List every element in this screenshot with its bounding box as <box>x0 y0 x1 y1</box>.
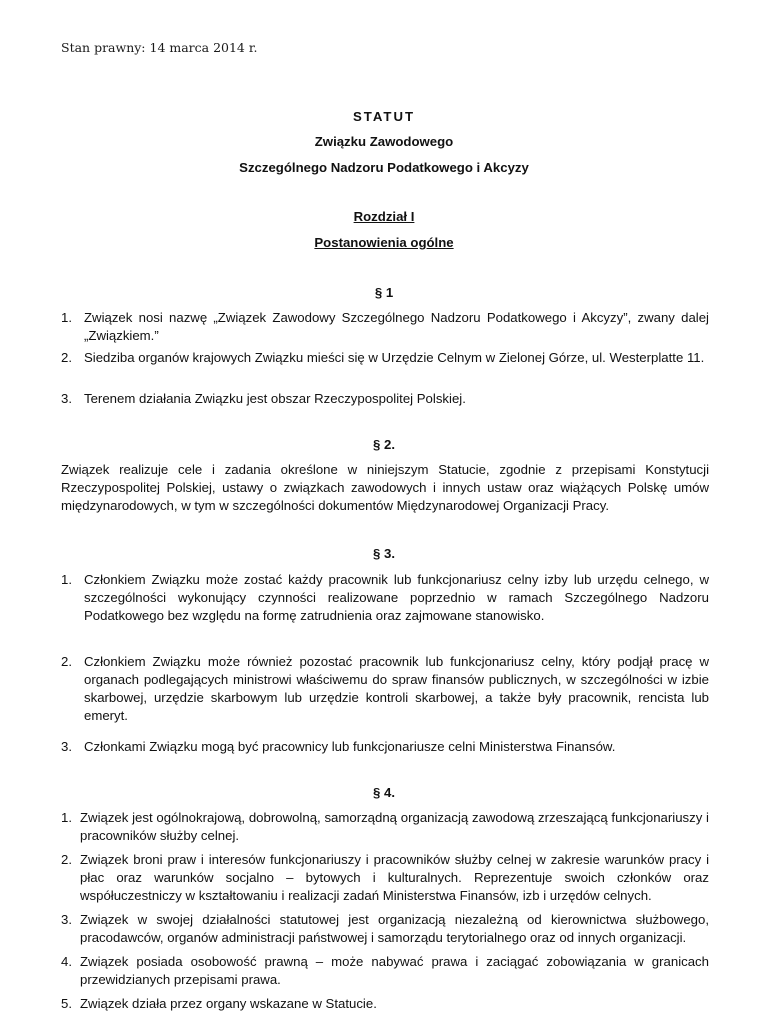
list-item <box>61 571 709 625</box>
list-item-number: 2. <box>61 654 72 669</box>
list-item-number: 4. <box>61 954 72 969</box>
list-item-number: 5. <box>61 996 72 1011</box>
list-item-text: Związek jest ogólnokrajową, dobrowolną, samorządną organizacją zawodową zrzeszającą funkcjonariuszy i pracowników służby celnej. <box>80 810 709 843</box>
list-item <box>61 911 709 947</box>
list-item-number: 1. <box>61 310 72 325</box>
chapter-name: Postanowienia ogólne <box>314 235 454 250</box>
list-item <box>61 953 709 989</box>
list-item-number: 3. <box>61 391 72 406</box>
list-item-text: Związek posiada osobowość prawną – może nabywać prawa i zaciągać zobowiązania w granicach przewidzianych przepisami prawa. <box>80 954 709 987</box>
document-subtitle-line-2: Szczególnego Nadzoru Podatkowego i Akcyzy <box>239 160 529 175</box>
list-item <box>61 653 709 725</box>
list-item <box>61 390 709 408</box>
list-item-text: Członkiem Związku może również pozostać pracownik lub funkcjonariusz celny, który podjął pracę w organach podlegających ministrowi właściwemu do spraw finansów publicznych, w szczególności w izbie skarbowej, urzędzie skarbowym lub urzędzie kontroli skarbowej, a także były pracownik, rencista lub emeryt. <box>84 654 709 723</box>
list-item-text: Związek w swojej działalności statutowej jest organizacją niezależną od kierownictwa służbowego, pracodawców, organów administracji państwowej i samorządu terytorialnego oraz od innych organizacji. <box>80 912 709 945</box>
chapter-number: Rozdział I <box>353 209 415 224</box>
list-item-text: Związek nosi nazwę „Związek Zawodowy Szczególnego Nadzoru Podatkowego i Akcyzy”, zwany dalej „Związkiem.” <box>84 310 709 343</box>
list-item-text: Siedziba organów krajowych Związku mieści się w Urzędzie Celnym w Zielonej Górze, ul. Westerplatte 11. <box>84 350 705 365</box>
list-item-number: 3. <box>61 912 72 927</box>
list-item-text: Członkiem Związku może zostać każdy pracownik lub funkcjonariusz celny izby lub urzędu celnego, w szczególności wykonujący czynności realizowane poprzednio w ramach Szczególnego Nadzoru Podatkowego bez względu na formę zatrudnienia oraz zajmowane stanowisko. <box>84 572 709 623</box>
list-item-number: 1. <box>61 810 72 825</box>
list-item-number: 2. <box>61 852 72 867</box>
list-item <box>61 851 709 905</box>
list-item-text: Terenem działania Związku jest obszar Rzeczypospolitej Polskiej. <box>84 391 466 406</box>
list-item-text: Członkami Związku mogą być pracownicy lub funkcjonariusze celni Ministerstwa Finansów. <box>84 739 616 754</box>
section-paragraph: Związek realizuje cele i zadania określone w niniejszym Statucie, zgodnie z przepisami Konstytucji Rzeczypospolitej Polskiej, ustawy o związkach zawodowych i innych ustaw oraz wiążących Polskę umów międzynarodowych, w tym w szczególności dokumentów Międzynarodowej Organizacji Pracy. <box>61 462 709 513</box>
list-item <box>61 309 709 345</box>
list-item-number: 2. <box>61 350 72 365</box>
section-heading: § 3. <box>373 546 395 561</box>
list-item <box>61 809 709 845</box>
list-item-text: Związek działa przez organy wskazane w Statucie. <box>80 996 377 1011</box>
section-heading: § 4. <box>373 785 395 800</box>
list-item-number: 1. <box>61 572 72 587</box>
list-item-number: 3. <box>61 739 72 754</box>
document-subtitle-line-1: Związku Zawodowego <box>314 134 454 149</box>
list-item-text: Związek broni praw i interesów funkcjonariuszy i pracowników służby celnej w zakresie warunków pracy i płac oraz warunków socjalno – bytowych i kulturalnych. Reprezentuje swoich członków oraz współuczestniczy w kształtowaniu i realizacji zadań Ministerstwa Finansów, izb i urzędów celnych. <box>80 852 709 903</box>
document-title: STATUT <box>352 109 416 124</box>
list-item <box>61 349 709 367</box>
list-item <box>61 995 709 1013</box>
section-heading: § 1 <box>374 285 394 300</box>
list-item <box>61 738 709 756</box>
legal-status-date: Stan prawny: 14 marca 2014 r. <box>61 40 258 55</box>
section-heading: § 2. <box>373 437 395 452</box>
